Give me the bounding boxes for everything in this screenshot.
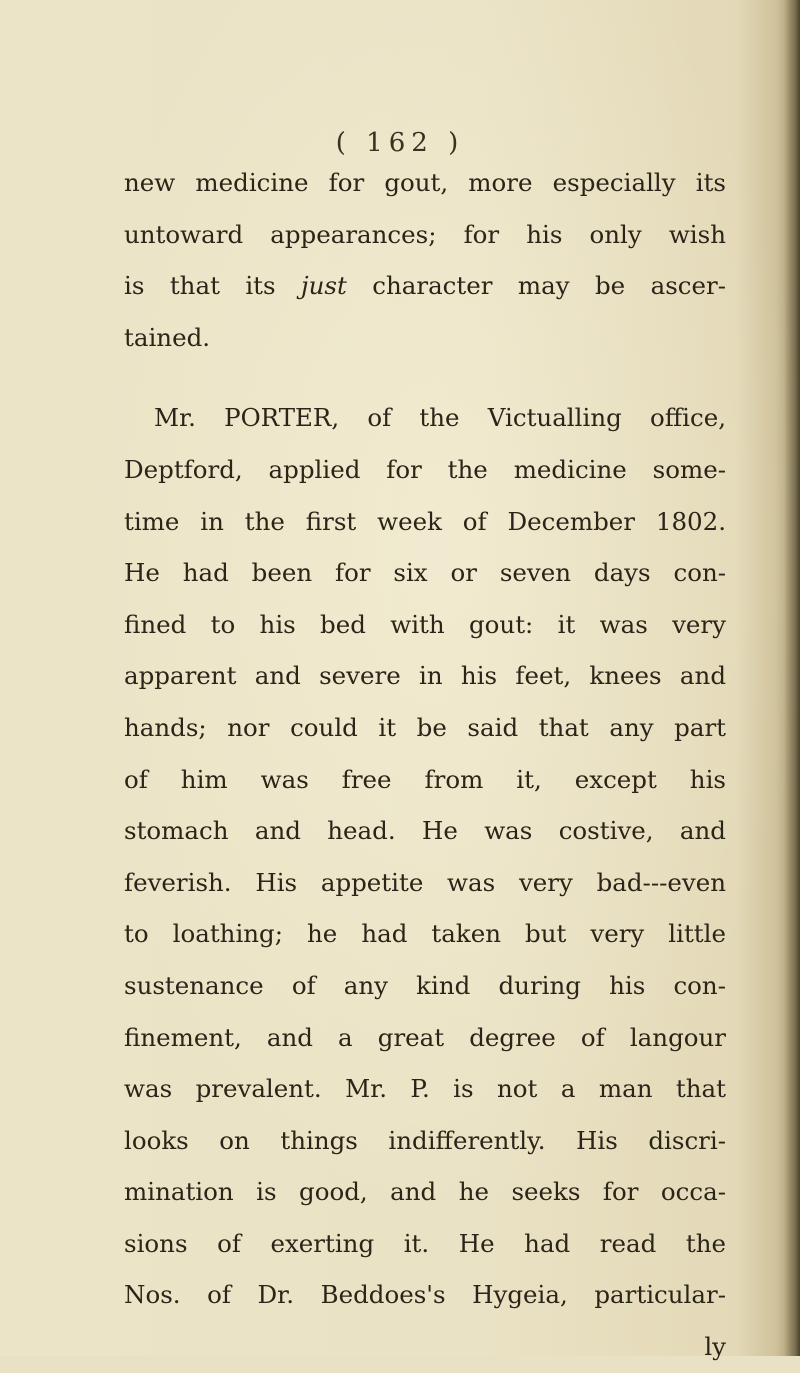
text-line: of him was free from it, except his — [124, 764, 726, 794]
text-line: feverish. His appetite was very bad---even — [124, 867, 726, 897]
text-line: was prevalent. Mr. P. is not a man that — [124, 1074, 726, 1104]
catchword: ly — [704, 1332, 726, 1362]
text-line: stomach and head. He was costive, and — [124, 816, 726, 846]
text-line: apparent and severe in his feet, knees and — [124, 661, 726, 691]
text-line: fined to his bed with gout: it was very — [124, 609, 726, 639]
text-line: tained. — [124, 322, 211, 352]
text-line: Deptford, applied for the medicine some- — [124, 454, 726, 484]
text-line: new medicine for gout, more especially its — [124, 168, 726, 197]
text-line: finement, and a great degree of langour — [124, 1022, 726, 1052]
text-line: sions of exerting it. He had read the — [124, 1228, 726, 1258]
text-line: untoward appearances; for his only wish — [124, 219, 726, 249]
text-line: sustenance of any kind during his con- — [124, 970, 726, 1000]
text-line: hands; nor could it be said that any part — [124, 712, 726, 742]
body-text — [124, 157, 726, 1373]
italic-word: just — [301, 271, 347, 301]
text-line: Mr. PORTER, of the Victualling office, — [154, 403, 726, 433]
text-line: He had been for six or seven days con- — [124, 558, 726, 588]
text-line: looks on things indifferently. His discri- — [124, 1125, 726, 1155]
text-line: time in the first week of December 1802. — [124, 506, 726, 536]
text-segment: character may be ascer- — [346, 271, 726, 301]
text-line — [124, 260, 726, 312]
text-segment: is that its — [124, 271, 302, 301]
text-line: Nos. of Dr. Beddoes's Hygeia, particular- — [124, 1280, 726, 1310]
text-line: mination is good, and he seeks for occa- — [124, 1177, 726, 1207]
page-number: ( 162 ) — [335, 128, 465, 158]
paragraph-gap — [124, 363, 726, 392]
text-line: to loathing; he had taken but very little — [124, 919, 726, 949]
page-edge-shadow — [784, 0, 800, 1356]
